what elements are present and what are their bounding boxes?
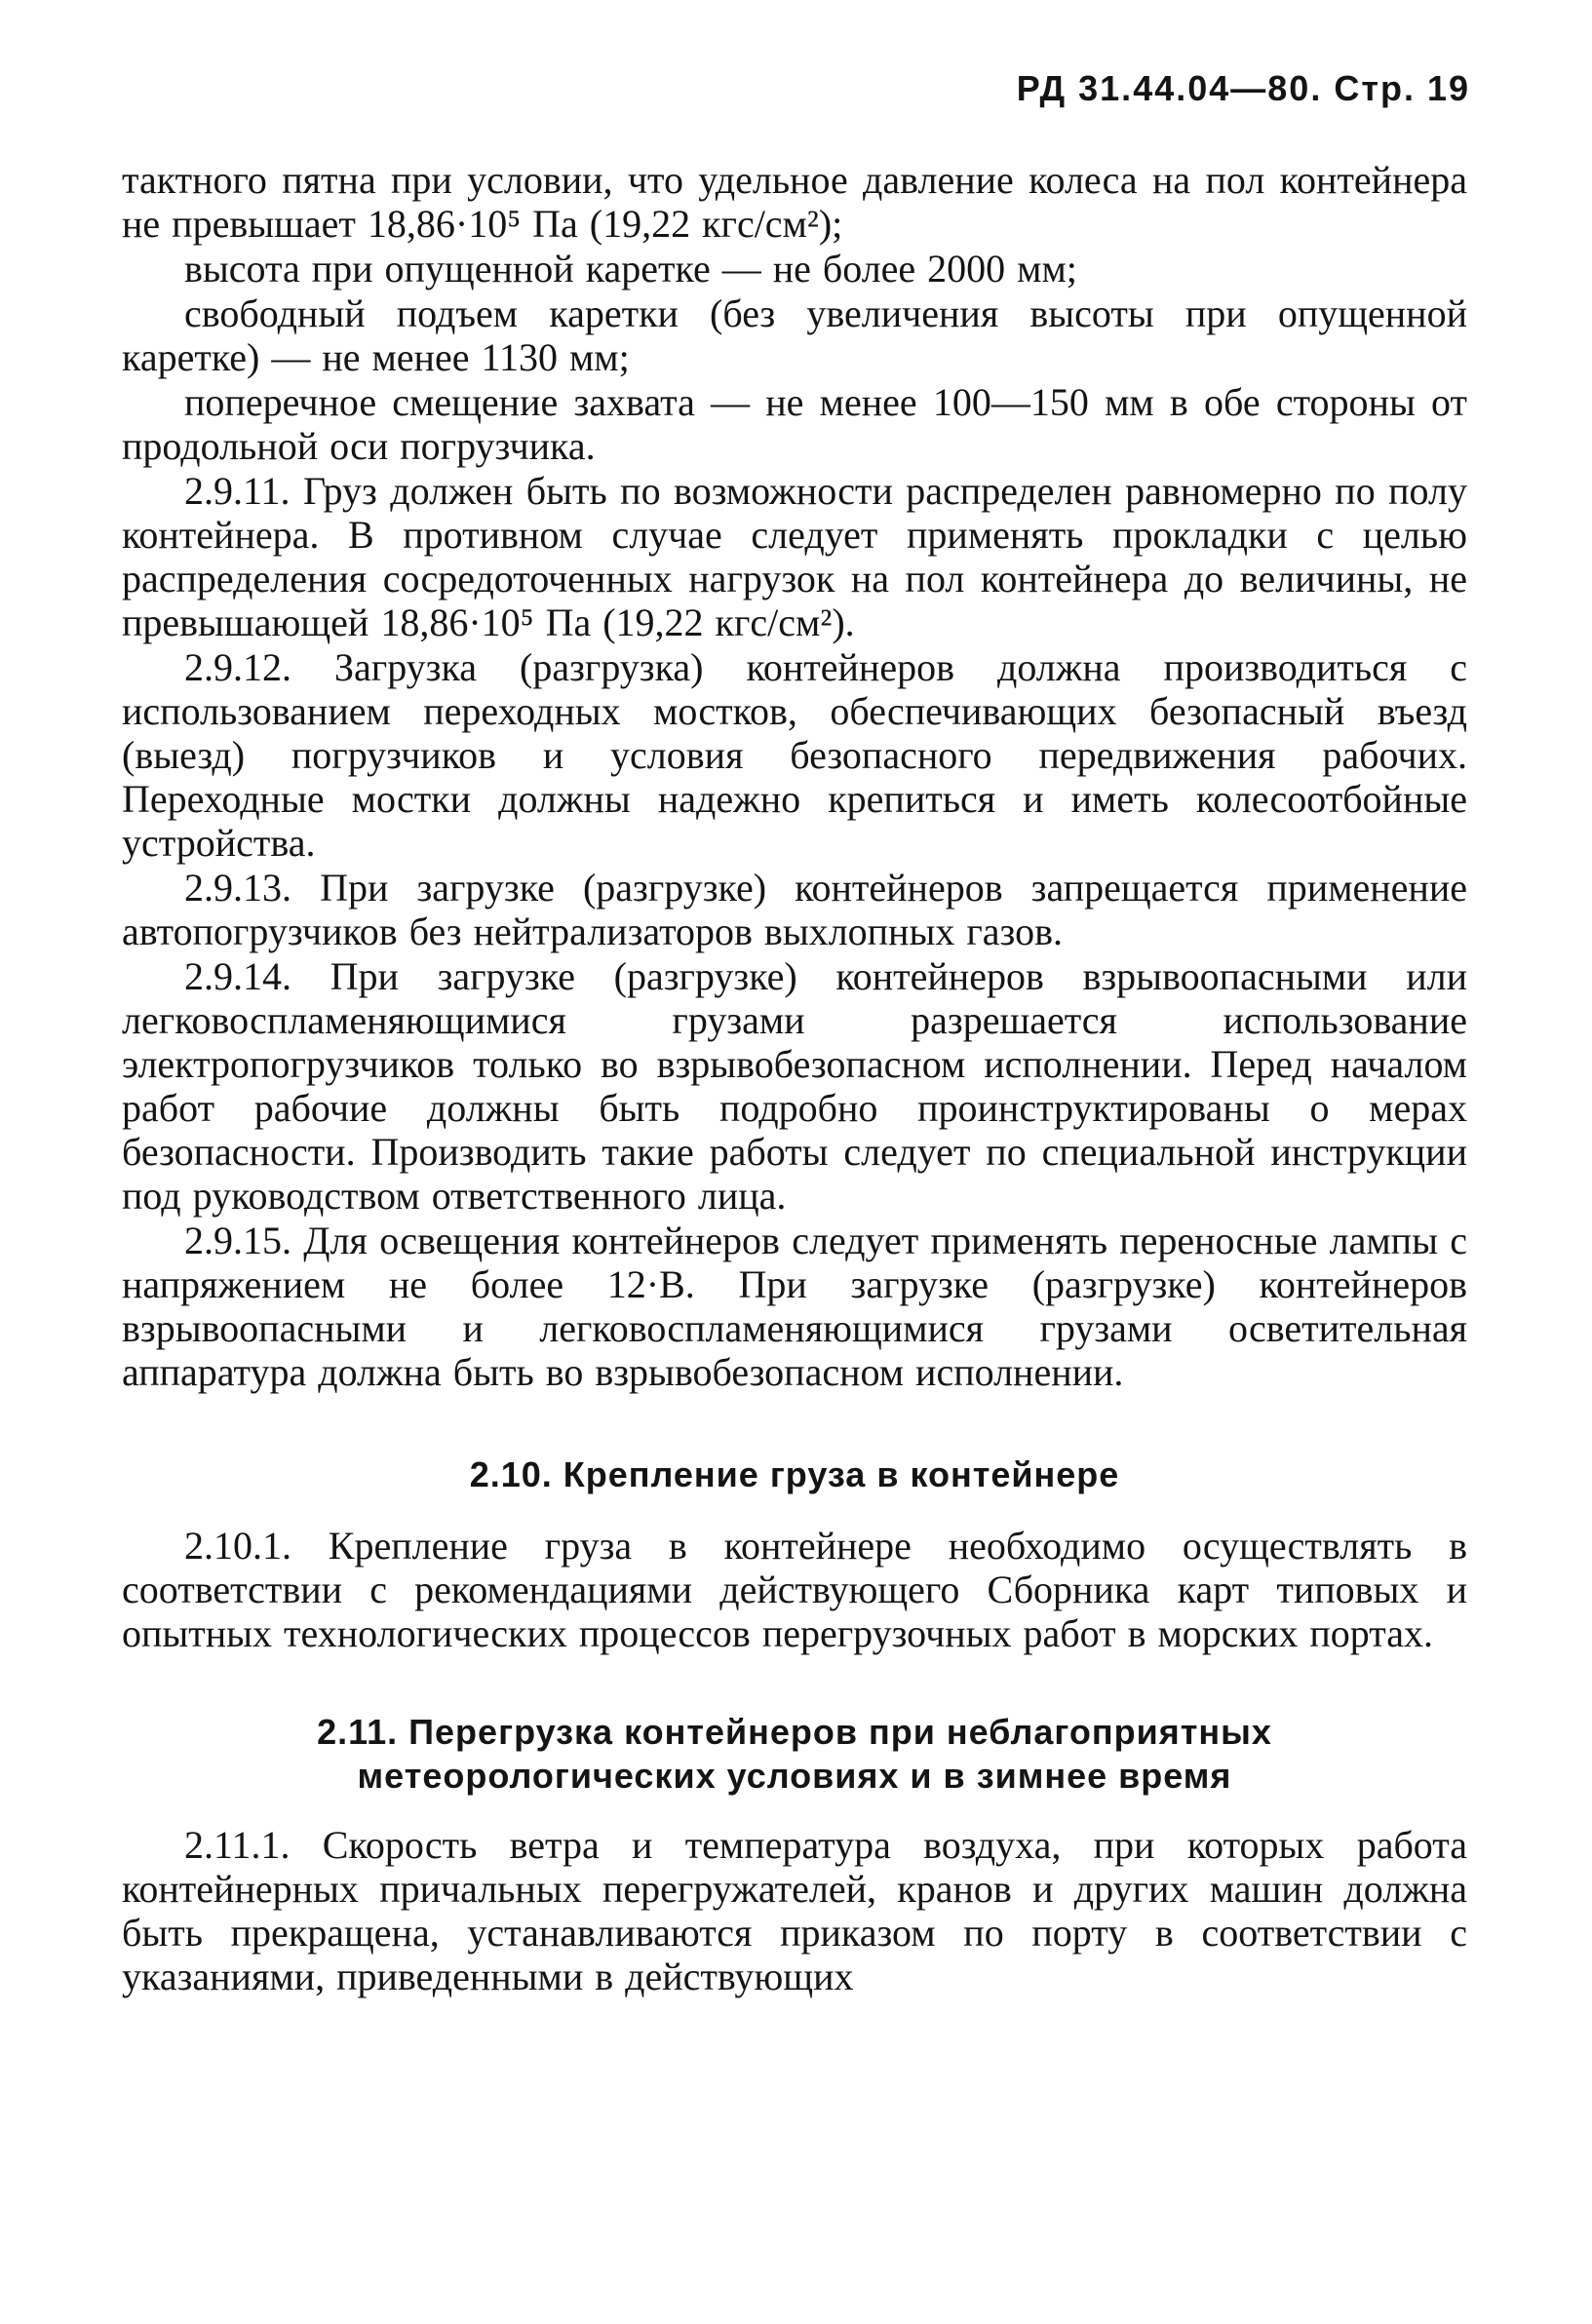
paragraph-2-9-12: 2.9.12. Загрузка (разгрузка) контейнеров должна производиться с использованием переходных мостков, обеспечивающих безопасный въезд (выезд) погрузчиков и условия безопасного передвижения рабочих. Переходные мостки должны надежно крепиться и иметь колесоотбойные устройства. (122, 645, 1467, 865)
section-heading-2-10: 2.10. Крепление груза в контейнере (469, 1454, 1120, 1494)
paragraph-2-9-13: 2.9.13. При загрузке (разгрузке) контейнеров запрещается применение автопогрузчиков без нейтрализаторов выхлопных газов. (122, 866, 1467, 953)
paragraph-free-lift: свободный подъем каретки (без увеличения высоты при опущенной каретке) — не менее 1130 мм; (122, 291, 1467, 379)
section-heading-2-11-line-2: метеорологических условиях и в зимнее время (357, 1756, 1232, 1796)
paragraph-continuation: тактного пятна при условии, что удельное давление колеса на пол контейнера не превышает 18,86·10⁵ Па (19,22 кгс/см²); (122, 158, 1467, 246)
paragraph-lowered-height: высота при опущенной каретке — не более 2000 мм; (184, 247, 1077, 290)
paragraph-2-11-1: 2.11.1. Скорость ветра и температура воздуха, при которых работа контейнерных причальных перегружателей, кранов и других машин должна быть прекращена, устанавливаются приказом по порту в соответствии с указаниями, приведенными в действующих (122, 1823, 1467, 1998)
page-header: РД 31.44.04—80. Стр. 19 (1016, 68, 1470, 108)
section-heading-2-11 (122, 1710, 1467, 1798)
document-body (122, 158, 1467, 1998)
paragraph-2-9-11: 2.9.11. Груз должен быть по возможности распределен равномерно по полу контейнера. В противном случае следует применять прокладки с целью распределения сосредоточенных нагрузок на пол контейнера до величины, не превышающей 18,86·10⁵ Па (19,22 кгс/см²). (122, 469, 1467, 644)
paragraph-side-shift: поперечное смещение захвата — не менее 100—150 мм в обе стороны от продольной оси погрузчика. (122, 380, 1467, 468)
paragraph-2-10-1: 2.10.1. Крепление груза в контейнере необходимо осуществлять в соответствии с рекомендациями действующего Сборника карт типовых и опытных технологических процессов перегрузочных работ в морских портах. (122, 1524, 1467, 1655)
section-heading-2-11-line-1: 2.11. Перегрузка контейнеров при неблагоприятных (317, 1712, 1272, 1752)
paragraph-2-9-15: 2.9.15. Для освещения контейнеров следует применять переносные лампы с напряжением не более 12·В. При загрузке (разгрузке) контейнеров взрывоопасными и легковоспламеняющимися грузами осветительная аппаратура должна быть во взрывобезопасном исполнении. (122, 1219, 1467, 1394)
paragraph-2-9-14: 2.9.14. При загрузке (разгрузке) контейнеров взрывоопасными или легковоспламеняющимися грузами разрешается использование электропогрузчиков только во взрывобезопасном исполнении. Перед началом работ рабочие должны быть подробно проинструктированы о мерах безопасности. Производить такие работы следует по специальной инструкции под руководством ответственного лица. (122, 954, 1467, 1218)
